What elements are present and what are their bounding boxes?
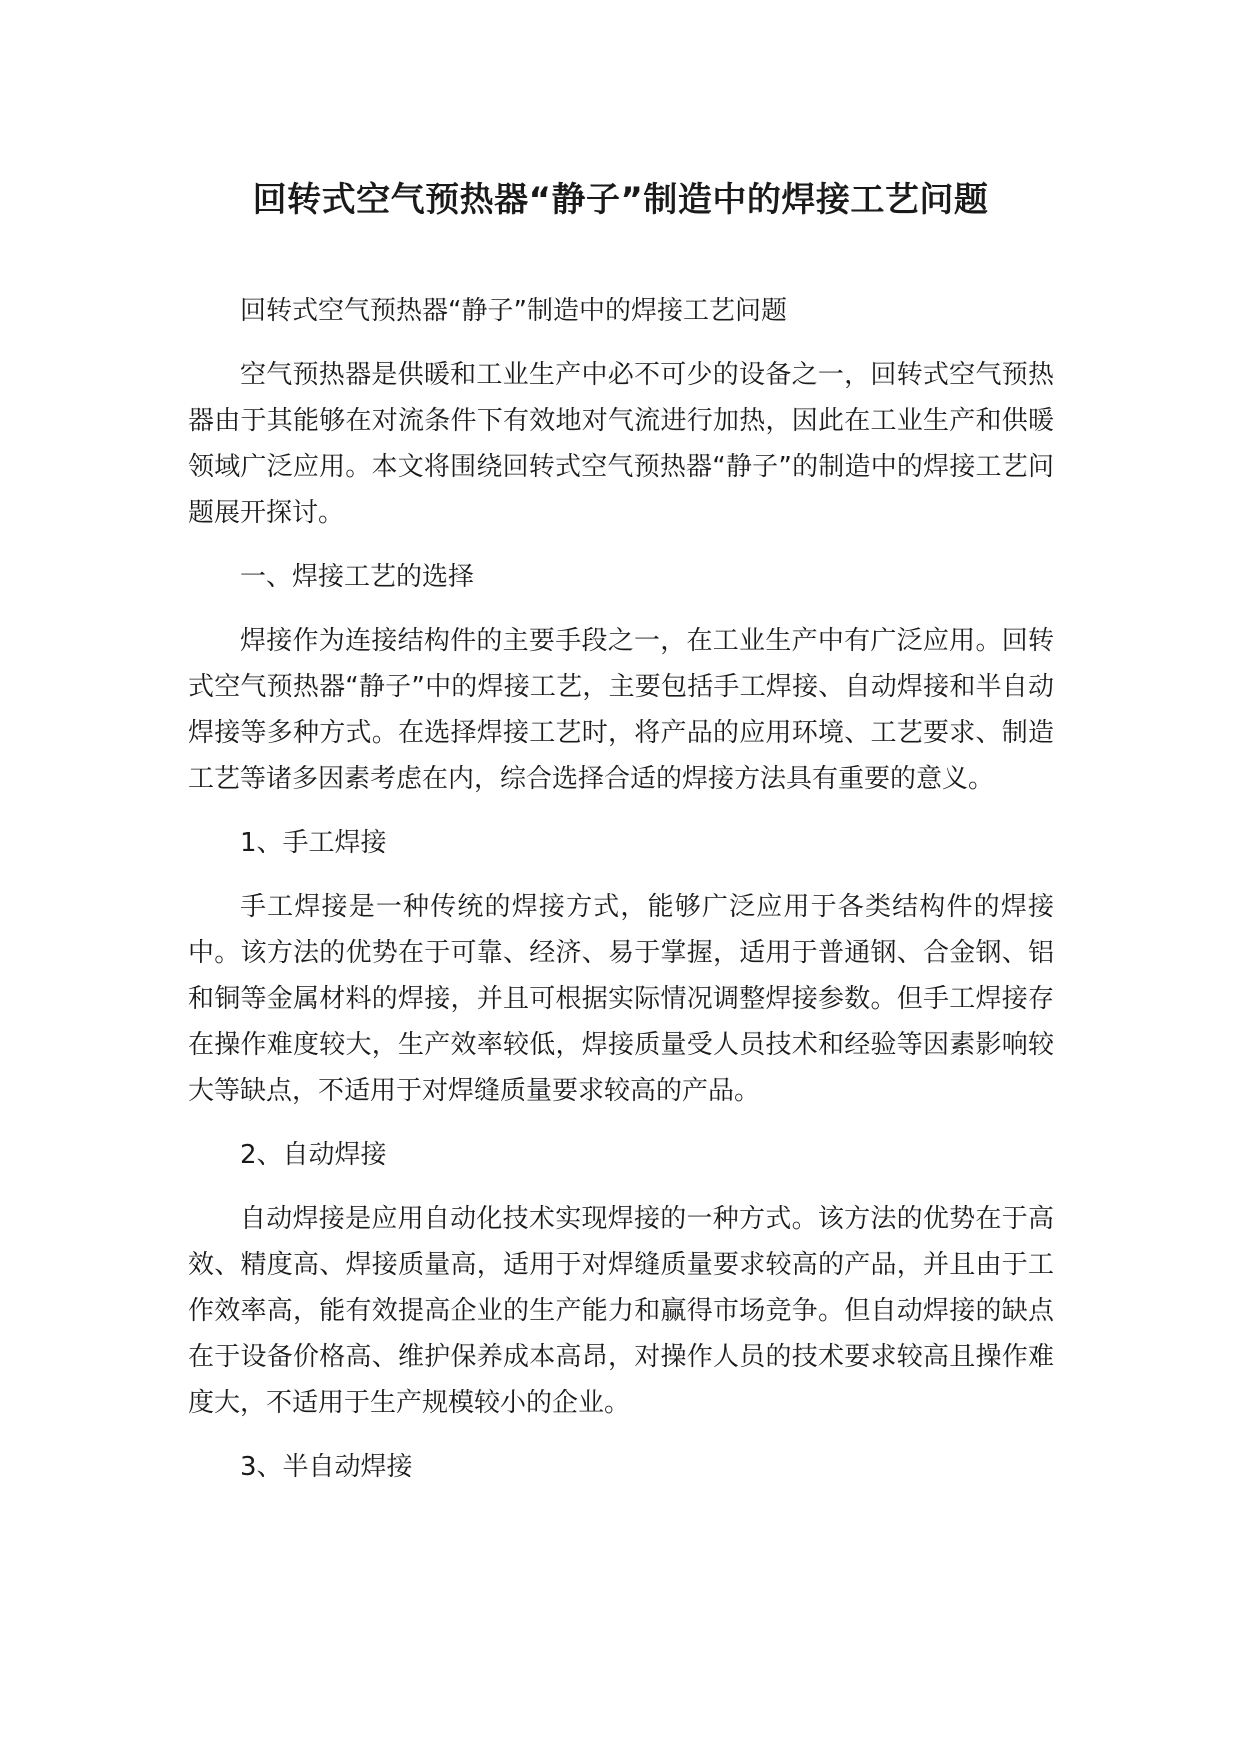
section-paragraph-welding-selection: 焊接作为连接结构件的主要手段之一，在工业生产中有广泛应用。回转式空气预热器“静子”中的焊接工艺，主要包括手工焊接、自动焊接和半自动焊接等多种方式。在选择焊接工艺时，将产品的应用环境、工艺要求、制造工艺等诸多因素考虑在内，综合选择合适的焊接方法具有重要的意义。 [188,626,1054,794]
subsection-paragraph-manual-welding: 手工焊接是一种传统的焊接方式，能够广泛应用于各类结构件的焊接中。该方法的优势在于可靠、经济、易于掌握，适用于普通钢、合金钢、铝和铜等金属材料的焊接，并且可根据实际情况调整焊接参数。但手工焊接存在操作难度较大，生产效率较低，焊接质量受人员技术和经验等因素影响较大等缺点，不适用于对焊缝质量要求较高的产品。 [188,892,1054,1106]
document-subtitle: 回转式空气预热器“静子”制造中的焊接工艺问题 [240,296,787,326]
subsection-heading-semi-automatic-welding: 3、半自动焊接 [240,1452,413,1482]
document-title: 回转式空气预热器“静子”制造中的焊接工艺问题 [252,180,989,220]
section-heading-welding-selection: 一、焊接工艺的选择 [240,562,475,592]
document-body [188,288,1054,1508]
subsection-heading-manual-welding: 1、手工焊接 [240,828,387,858]
intro-paragraph: 空气预热器是供暖和工业生产中必不可少的设备之一，回转式空气预热器由于其能够在对流条件下有效地对气流进行加热，因此在工业生产和供暖领域广泛应用。本文将围绕回转式空气预热器“静子”的制造中的焊接工艺问题展开探讨。 [188,360,1054,528]
subsection-heading-automatic-welding: 2、自动焊接 [240,1140,387,1170]
subsection-paragraph-automatic-welding: 自动焊接是应用自动化技术实现焊接的一种方式。该方法的优势在于高效、精度高、焊接质量高，适用于对焊缝质量要求较高的产品，并且由于工作效率高，能有效提高企业的生产能力和赢得市场竞争。但自动焊接的缺点在于设备价格高、维护保养成本高昂，对操作人员的技术要求较高且操作难度大，不适用于生产规模较小的企业。 [188,1204,1054,1418]
